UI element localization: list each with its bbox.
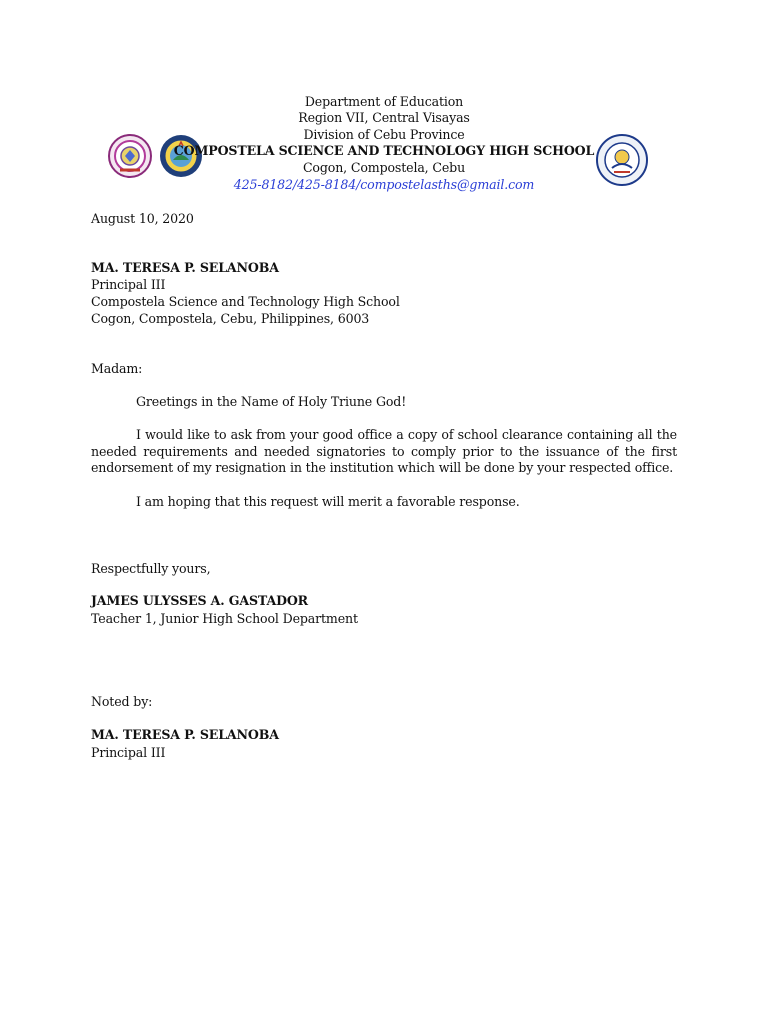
sender-title: Teacher 1, Junior High School Department [91,611,358,626]
noted-by-title: Principal III [91,745,166,760]
body-hope-paragraph: I am hoping that this request will merit a favorable response. [136,494,520,509]
closing: Respectfully yours, [91,561,211,576]
header-region: Region VII, Central Visayas [298,110,470,125]
recipient-school: Compostela Science and Technology High School [91,294,400,309]
header-department: Department of Education [304,94,464,109]
recipient-address: Cogon, Compostela, Cebu, Philippines, 6003 [91,311,370,326]
noted-by-label: Noted by: [91,694,153,709]
recipient-title: Principal III [91,277,166,292]
header-address: Cogon, Compostela, Cebu [302,160,466,175]
recipient-name: MA. TERESA P. SELANOBA [91,260,279,275]
body-request-paragraph: I would like to ask from your good office a copy of school clearance containing all the needed requirements and needed signatories to comply prior to the issuance of the first endorsement of my resignation in the institution which will be done by your respected office. [91,427,677,476]
letter-date: August 10, 2020 [91,211,194,226]
header-contact-link[interactable]: 425-8182/425-8184/compostelasths@gmail.com [233,177,535,192]
body-greeting: Greetings in the Name of Holy Triune God! [136,394,407,409]
header-school-name: COMPOSTELA SCIENCE AND TECHNOLOGY HIGH SCHOOL [173,143,595,158]
header-division: Division of Cebu Province [303,127,465,142]
salutation: Madam: [91,361,143,376]
noted-by-name: MA. TERESA P. SELANOBA [91,727,279,742]
sender-name: JAMES ULYSSES A. GASTADOR [91,593,308,608]
